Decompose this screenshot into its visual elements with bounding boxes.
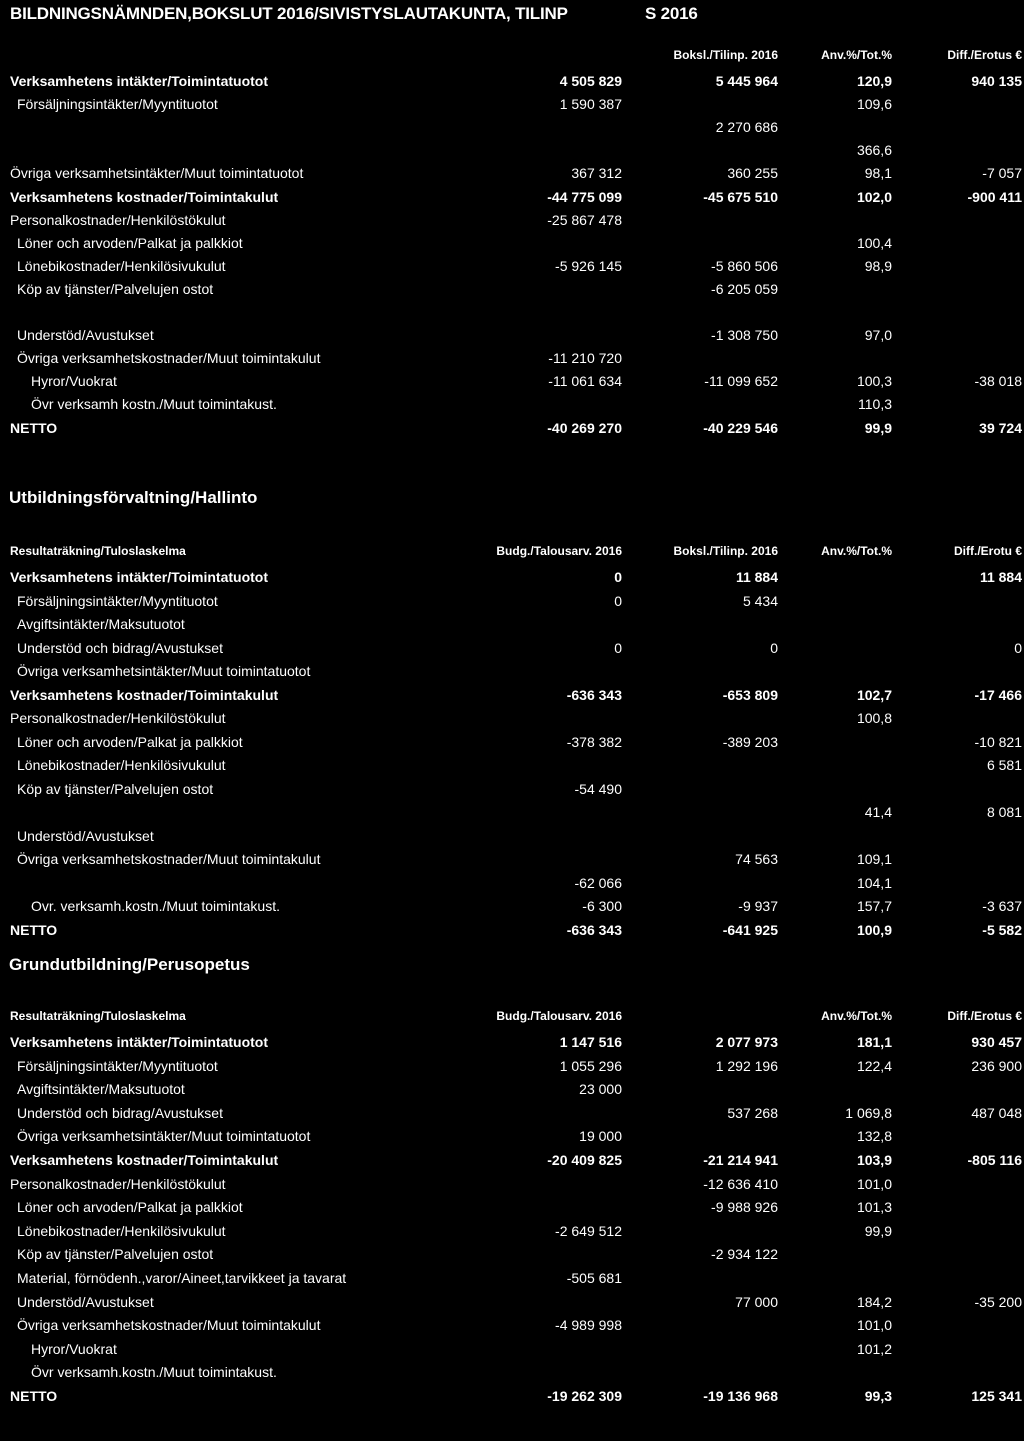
cell-col1: -25 867 478 [547, 211, 622, 228]
cell-col2: -5 860 506 [711, 257, 778, 274]
cell-col3: 104,1 [856, 874, 892, 891]
table-row [0, 1125, 1024, 1147]
row-label: Verksamhetens kostnader/Toimintakulut [10, 1152, 279, 1168]
row-label: Försäljningsintäkter/Myyntituotot [17, 96, 218, 113]
cell-col3: 98,9 [864, 257, 892, 274]
table-row [0, 684, 1024, 706]
cell-col4: 125 341 [971, 1388, 1022, 1404]
cell-col2: -653 809 [722, 686, 778, 703]
row-label: Verksamhetens kostnader/Toimintakulut [10, 686, 279, 703]
row-label: Hyror/Vuokrat [31, 1340, 117, 1357]
cell-col3: 132,8 [856, 1128, 892, 1145]
row-label: NETTO [10, 1388, 58, 1404]
table-row [0, 707, 1024, 729]
table-row [0, 70, 1024, 92]
row-label: Lönebikostnader/Henkilösivukulut [17, 757, 226, 773]
row-label: Understöd och bidrag/Avustukset [17, 1104, 223, 1121]
cell-col1: 1 055 296 [559, 1057, 622, 1074]
header-bokslut: Boksl./Tilinp. 2016 [673, 544, 778, 558]
cell-col3: 101,0 [856, 1175, 892, 1192]
row-label: Material, förnödenh.,varor/Aineet,tarvikkeet ja tavarat [17, 1270, 347, 1286]
cell-col1: -4 989 998 [555, 1317, 622, 1334]
table-row [0, 1338, 1024, 1360]
cell-col2: 2 077 973 [715, 1034, 778, 1050]
row-label: Verksamhetens intäkter/Toimintatuotot [10, 73, 269, 89]
row-label: Verksamhetens intäkter/Toimintatuotot [10, 569, 269, 585]
cell-col2: 74 563 [735, 851, 778, 867]
table-row [0, 1102, 1024, 1124]
row-label: Övriga verksamhetsintäkter/Muut toimintatuotot [17, 1128, 311, 1145]
cell-col4: -3 637 [982, 898, 1022, 914]
cell-col3: 366,6 [856, 142, 892, 159]
row-label: Köp av tjänster/Palvelujen ostot [17, 780, 214, 797]
row-label: Lönebikostnader/Henkilösivukulut [17, 1222, 226, 1239]
cell-col1: 0 [614, 639, 622, 656]
table-row [0, 731, 1024, 753]
cell-col3: 157,7 [856, 898, 892, 914]
table-row [0, 825, 1024, 847]
row-label: Löner och arvoden/Palkat ja palkkiot [17, 234, 243, 251]
cell-col1: 1 147 516 [559, 1034, 622, 1050]
cell-col3: 100,9 [856, 921, 892, 938]
row-label: NETTO [10, 419, 58, 436]
row-label: Övriga verksamhetsintäkter/Muut toimintatuotot [17, 663, 311, 679]
table-row [0, 778, 1024, 800]
cell-col2: -6 205 059 [711, 280, 778, 297]
cell-col1: -2 649 512 [555, 1222, 622, 1239]
table-row [0, 1267, 1024, 1289]
header-anv-pct: Anv.%/Tot.% [821, 48, 892, 62]
table-row [0, 347, 1024, 369]
cell-col2: -389 203 [722, 733, 778, 750]
cell-col1: -11 210 720 [548, 350, 622, 367]
table-header [0, 44, 1024, 66]
row-label: Övriga verksamhetskostnader/Muut toimintakulut [17, 851, 321, 867]
cell-col4: -38 018 [974, 373, 1022, 390]
table-row [0, 613, 1024, 635]
cell-col3: 102,0 [856, 188, 892, 205]
netto-row [0, 919, 1024, 941]
section-title-grundutbildning: Grundutbildning/Perusopetus [9, 955, 250, 974]
cell-col4: -17 466 [974, 686, 1022, 703]
row-label: Försäljningsintäkter/Myyntituotot [17, 592, 218, 609]
table-row [0, 1149, 1024, 1171]
cell-col1: -62 066 [574, 874, 622, 891]
table-row [0, 162, 1024, 184]
cell-col1: -40 269 270 [547, 419, 622, 436]
table-header [0, 540, 1024, 562]
row-label: Ovr. verksamh.kostn./Muut toimintakust. [31, 898, 280, 914]
section-title-utbildningsforvaltning: Utbildningsförvaltning/Hallinto [9, 488, 258, 507]
table-row [0, 590, 1024, 612]
row-label: Löner och arvoden/Palkat ja palkkiot [17, 733, 243, 750]
cell-col1: 1 590 387 [559, 96, 622, 113]
row-label: Övriga verksamhetskostnader/Muut toimintakulut [17, 1317, 321, 1334]
cell-col2: 0 [770, 639, 778, 656]
cell-col3: 103,9 [856, 1152, 892, 1168]
row-label: Verksamhetens kostnader/Toimintakulut [10, 188, 279, 205]
cell-col4: -35 200 [974, 1293, 1022, 1310]
row-label: Hyror/Vuokrat [31, 373, 117, 390]
page-title: BILDNINGSNÄMNDEN,BOKSLUT 2016/SIVISTYSLAUTAKUNTA, TILINP [10, 4, 568, 23]
cell-col1: 23 000 [579, 1081, 622, 1098]
cell-col4: 940 135 [971, 73, 1022, 89]
cell-col3: 41,4 [864, 804, 892, 820]
row-label: Köp av tjänster/Palvelujen ostot [17, 280, 214, 297]
cell-col1: -44 775 099 [547, 188, 622, 205]
cell-col3: 184,2 [856, 1293, 892, 1310]
table-row [0, 186, 1024, 208]
table-row [0, 324, 1024, 346]
row-label: Understöd och bidrag/Avustukset [17, 639, 223, 656]
row-label: Övriga verksamhetskostnader/Muut toimintakulut [17, 350, 321, 367]
table-row [0, 754, 1024, 776]
row-label: Övr verksamh kostn./Muut toimintakust. [31, 396, 277, 413]
table-row [0, 209, 1024, 231]
cell-col3: 100,3 [856, 373, 892, 390]
table-row [0, 1243, 1024, 1265]
table-row [0, 895, 1024, 917]
cell-col3: 99,9 [864, 1222, 892, 1239]
netto-row [0, 417, 1024, 439]
cell-col1: -6 300 [582, 898, 622, 914]
cell-col2: -641 925 [722, 921, 778, 938]
cell-col1: 367 312 [571, 165, 622, 182]
cell-col2: -2 934 122 [711, 1246, 778, 1263]
table-row [0, 1361, 1024, 1383]
row-label: Verksamhetens intäkter/Toimintatuotot [10, 1034, 269, 1050]
header-budget: Budg./Talousarv. 2016 [496, 544, 622, 558]
table-row [0, 255, 1024, 277]
cell-col3: 101,3 [856, 1199, 892, 1216]
cell-col2: -1 308 750 [711, 327, 778, 344]
cell-col4: -7 057 [982, 165, 1022, 182]
cell-col4: 39 724 [979, 419, 1022, 436]
header-diff: Diff./Erotus € [947, 48, 1022, 62]
cell-col1: 19 000 [579, 1128, 622, 1145]
cell-col4: -10 821 [974, 733, 1022, 750]
header-diff: Diff./Erotu € [954, 544, 1022, 558]
cell-col1: -505 681 [566, 1270, 622, 1286]
header-resultatrakning: Resultaträkning/Tuloslaskelma [10, 1009, 186, 1023]
cell-col1: -11 061 634 [548, 373, 622, 390]
cell-col1: 0 [614, 569, 622, 585]
table-row [0, 393, 1024, 415]
cell-col2: -19 136 968 [703, 1388, 778, 1404]
cell-col4: -900 411 [967, 188, 1022, 205]
table-row [0, 566, 1024, 588]
table-row [0, 1314, 1024, 1336]
cell-col4: -805 116 [967, 1152, 1022, 1168]
row-label: Understöd/Avustukset [17, 327, 154, 344]
cell-col2: 11 884 [735, 569, 778, 585]
table-row [0, 1220, 1024, 1242]
row-label: Understöd/Avustukset [17, 827, 154, 844]
cell-col2: 1 292 196 [715, 1057, 778, 1074]
row-label: Köp av tjänster/Palvelujen ostot [17, 1246, 214, 1263]
row-label: Försäljningsintäkter/Myyntituotot [17, 1057, 218, 1074]
cell-col1: -636 343 [566, 921, 622, 938]
row-label: Övriga verksamhetsintäkter/Muut toimintatuotot [10, 165, 304, 182]
row-label: Övr verksamh.kostn./Muut toimintakust. [31, 1364, 277, 1381]
cell-col1: 4 505 829 [559, 73, 622, 89]
table-row [0, 139, 1024, 161]
cell-col4: 930 457 [971, 1034, 1022, 1050]
table-row [0, 848, 1024, 870]
row-label: Lönebikostnader/Henkilösivukulut [17, 257, 226, 274]
cell-col4: -5 582 [982, 921, 1022, 938]
cell-col3: 101,0 [856, 1317, 892, 1334]
cell-col2: -9 937 [738, 898, 778, 914]
cell-col1: -19 262 309 [547, 1388, 622, 1404]
cell-col2: -40 229 546 [703, 419, 778, 436]
header-resultatrakning: Resultaträkning/Tuloslaskelma [10, 544, 186, 558]
table-row [0, 801, 1024, 823]
cell-col2: 5 445 964 [715, 73, 778, 89]
row-label: Personalkostnader/Henkilöstökulut [10, 710, 226, 726]
cell-col3: 100,4 [856, 234, 892, 251]
row-label: Personalkostnader/Henkilöstökulut [10, 211, 226, 228]
cell-col2: -45 675 510 [703, 188, 778, 205]
header-budget: Budg./Talousarv. 2016 [496, 1009, 622, 1023]
cell-col2: -12 636 410 [703, 1175, 778, 1192]
row-label: Avgiftsintäkter/Maksutuotot [17, 1081, 185, 1098]
cell-col2: -11 099 652 [704, 373, 778, 390]
cell-col4: 0 [1014, 639, 1022, 656]
table-row [0, 93, 1024, 115]
cell-col2: 537 268 [727, 1104, 778, 1121]
cell-col3: 99,3 [864, 1388, 892, 1404]
cell-col2: 2 270 686 [715, 119, 778, 136]
cell-col3: 99,9 [864, 419, 892, 436]
header-anv-pct: Anv.%/Tot.% [821, 1009, 892, 1023]
cell-col3: 100,8 [856, 710, 892, 726]
table-row [0, 1291, 1024, 1313]
table-row [0, 1078, 1024, 1100]
cell-col3: 101,2 [856, 1340, 892, 1357]
row-label: NETTO [10, 921, 58, 938]
cell-col2: -21 214 941 [703, 1152, 778, 1168]
row-label: Löner och arvoden/Palkat ja palkkiot [17, 1199, 243, 1216]
cell-col3: 120,9 [856, 73, 892, 89]
cell-col3: 110,3 [858, 396, 892, 413]
header-diff: Diff./Erotus € [947, 1009, 1022, 1023]
cell-col4: 6 581 [986, 757, 1022, 773]
cell-col4: 8 081 [986, 804, 1022, 820]
table-row [0, 1055, 1024, 1077]
cell-col1: -636 343 [566, 686, 622, 703]
table-row [0, 116, 1024, 138]
table-row [0, 232, 1024, 254]
cell-col3: 181,1 [856, 1034, 892, 1050]
header-bokslut: Boksl./Tilinp. 2016 [673, 48, 778, 62]
cell-col2: 77 000 [735, 1293, 778, 1310]
table-row [0, 1031, 1024, 1053]
cell-col2: 5 434 [742, 592, 778, 609]
table-row [0, 660, 1024, 682]
cell-col4: 487 048 [971, 1104, 1022, 1121]
cell-col4: 11 884 [979, 569, 1022, 585]
page-title-year: S 2016 [645, 4, 698, 23]
table-row [0, 637, 1024, 659]
cell-col3: 122,4 [856, 1057, 892, 1074]
table-row [0, 370, 1024, 392]
table-row [0, 278, 1024, 300]
table-row [0, 301, 1024, 323]
table-row [0, 1173, 1024, 1195]
cell-col2: -9 988 926 [711, 1199, 778, 1216]
cell-col1: 0 [614, 592, 622, 609]
cell-col4: 236 900 [971, 1057, 1022, 1074]
cell-col3: 98,1 [864, 165, 892, 182]
row-label: Avgiftsintäkter/Maksutuotot [17, 616, 185, 632]
table-row [0, 1196, 1024, 1218]
cell-col1: -378 382 [566, 733, 622, 750]
cell-col3: 97,0 [864, 327, 892, 344]
netto-row [0, 1385, 1024, 1407]
table-row [0, 872, 1024, 894]
cell-col3: 1 069,8 [845, 1104, 892, 1121]
cell-col3: 109,1 [856, 851, 892, 867]
cell-col3: 109,6 [856, 96, 892, 113]
cell-col1: -20 409 825 [547, 1152, 622, 1168]
row-label: Personalkostnader/Henkilöstökulut [10, 1175, 226, 1192]
cell-col3: 102,7 [856, 686, 892, 703]
table-header [0, 1005, 1024, 1027]
cell-col1: -5 926 145 [555, 257, 622, 274]
cell-col1: -54 490 [574, 780, 622, 797]
row-label: Understöd/Avustukset [17, 1293, 154, 1310]
header-anv-pct: Anv.%/Tot.% [821, 544, 892, 558]
cell-col2: 360 255 [727, 165, 778, 182]
